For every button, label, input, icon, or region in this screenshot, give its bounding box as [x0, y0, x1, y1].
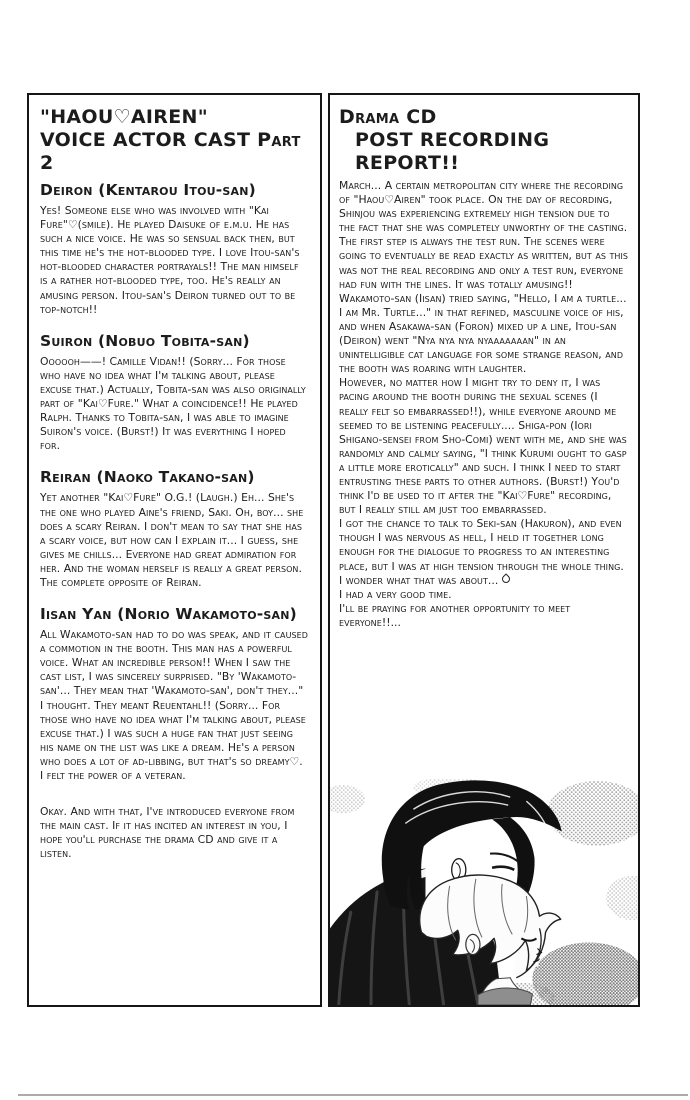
report-panel-title [339, 106, 629, 175]
section-body-suiron: Oooooh——! Camille Vidan!! (Sorry... For those who have no idea what I'm talking about, please excuse that.) Actually, Tobita-san was also originally part of "Kai♡Fure." What a coincidence!! He played Ralph. Thanks to Tobita-san, I was able to imagine Suiron's voice. (Burst!) It was everything I hoped for. [40, 354, 306, 453]
sweat-drop-icon [501, 573, 512, 584]
manga-illustration [330, 779, 638, 1005]
cast-closing-note: Okay. And with that, I've introduced everyone from the main cast. If it has incited an interest in you, I hope you'll purchase the drama CD and give it a listen. [40, 805, 295, 861]
section-heading-reiran: Reiran (Naoko Takano-san) [40, 468, 255, 487]
section-heading-iisan-yan: Iisan Yan (Norio Wakamoto-san) [40, 605, 297, 624]
report-paragraph-5: I'll be praying for another opportunity to meet everyone!!... [339, 601, 571, 629]
report-paragraph-1: March... A certain metropolitan city where the recording of "Haou♡Airen" took place. On the day of recording, Shinjou was experiencing extremely high tension due to the fact that she was completely unworthy of the casting. The first step is always the test run. The scenes were going to eventually be read exactly as written, but as this was not the real recording and only a test run, everyone had fun with the lines. It was totally amusing!! Wakamoto-san (Iisan) tried saying, "Hello, I am a turtle... I am Mr. Turtle..." in that refined, masculine voice of his, and when Asakawa-san (Foron) mixed up a line, Itou-san (Deiron) went "Nya nya nya nyaaaaaaan" in an unintelligible cat language for some strange reason, and the booth was roaring with laughter. [339, 179, 629, 376]
report-paragraph-2: However, no matter how I might try to deny it, I was pacing around the booth during the sexual scenes (I really felt so embarrassed!!), while everyone around me seemed to be listening peacefully.... Shiga-pon (Iori Shigano-sensei from Sho-Comi) went with me, and she was randomly and calmly saying, "I think Kurumi ought to gasp a little more erotically" and such. I think I need to start entrusting these parts to other authors. (Burst!) You'd think I'd be used to it after the "Kai♡Fure" recording, but I really still am just too embarrassed. [339, 376, 627, 517]
report-title-line2: POST RECORDING REPORT!! [355, 129, 550, 174]
cast-title-line2: VOICE ACTOR CAST Part 2 [40, 129, 301, 174]
post-recording-report-panel [328, 93, 640, 1007]
section-body-iisan-yan: All Wakamoto-san had to do was speak, and it caused a commotion in the booth. This man has a powerful voice. What an incredible person!! When I saw the cast list, I was sincerely surprised. "By 'Wakamoto-san'... They mean that 'Wakamoto-san', don't they..." I thought. They meant Reuentahl!! (Sorry... For those who have no idea what I'm talking about, please excuse that.) I was such a huge fan that just seeing his name on the list was like a dream. He's a person who does a lot of ad-libbing, but that's so dreamy♡. I felt the power of a veteran. [40, 628, 308, 782]
report-title-line1: Drama CD [339, 106, 437, 128]
report-paragraph-3-text: I got the chance to talk to Seki-san (Hakuron), and even though I was nervous as hell, I held it together long enough for the dialogue to progress to an interesting place, but I was at high tension through the whole thing. I wonder what that was about... [339, 517, 624, 587]
report-paragraph-3 [339, 517, 629, 587]
section-heading-suiron: Suiron (Nobuo Tobita-san) [40, 331, 250, 350]
section-body-deiron: Yes! Someone else who was involved with "Kai Fure"♡(smile). He played Daisuke of e.m.u. He has such a nice voice. He was so sensual back then, but this time he's the hot-blooded type. I love Itou-san's hot-blooded character portrayals!! The man himself is a rather hot-blooded type, too. He's really an amusing person. Itou-san's Deiron turned out to be top-notch!! [40, 204, 300, 316]
cast-panel-title [40, 106, 309, 175]
section-heading-deiron: Deiron (Kentarou Itou-san) [40, 181, 256, 199]
section-body-reiran: Yet another "Kai♡Fure" O.G.! (Laugh.) Eh... She's the one who played Aine's friend, Saki. Oh, boy... she does a scary Reiran. I don't mean to say that she has a scary voice, but how can I explain it... I guess, she gives me chills... Everyone had great admiration for her. And the woman herself is really a great person. The complete opposite of Reiran. [40, 491, 304, 589]
voice-actor-cast-panel [27, 93, 322, 1007]
page-bottom-scan-line [18, 1094, 688, 1096]
cast-title-line1: "HAOU♡AIREN" [40, 106, 208, 128]
report-paragraph-4: I had a very good time. [339, 587, 452, 601]
